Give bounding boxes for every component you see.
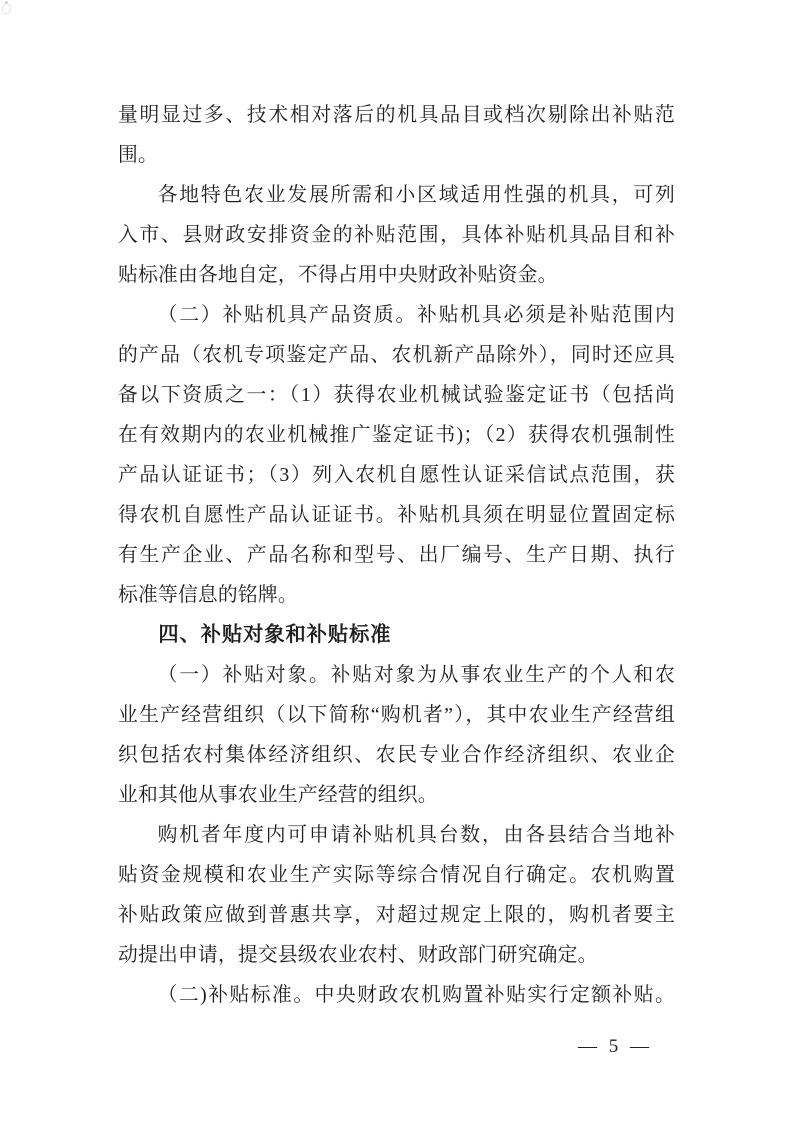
text-line: 购机者年度内可申请补贴机具台数，由各县结合当地补 bbox=[157, 824, 675, 846]
text-line: （一）补贴对象。补贴对象为从事农业生产的个人和农 bbox=[157, 664, 675, 686]
text-line: 入市、县财政安排资金的补贴范围，具体补贴机具品目和补 bbox=[118, 224, 675, 246]
text-block bbox=[118, 95, 675, 1015]
text-line: （二)补贴标准。中央财政农机购置补贴实行定额补贴。 bbox=[157, 984, 675, 1006]
text-line: 产品认证证书；（3）列入农机自愿性认证采信试点范围，获 bbox=[118, 464, 675, 486]
text-line: 动提出申请，提交县级农业农村、财政部门研究确定。 bbox=[118, 944, 598, 966]
section-heading: 四、补贴对象和补贴标准 bbox=[158, 624, 392, 646]
text-line: 的产品（农机专项鉴定产品、农机新产品除外），同时还应具 bbox=[118, 344, 675, 366]
text-line: 业生产经营组织（以下简称“购机者”），其中农业生产经营组 bbox=[118, 704, 675, 726]
text-line: 标准等信息的铭牌。 bbox=[118, 584, 298, 606]
page-number: — 5 — bbox=[578, 1036, 651, 1057]
text-line: 贴标准由各地自定，不得占用中央财政补贴资金。 bbox=[118, 264, 558, 286]
scan-artifact bbox=[2, 3, 11, 14]
text-line: 各地特色农业发展所需和小区域适用性强的机具，可列 bbox=[157, 184, 675, 206]
text-line: 补贴政策应做到普惠共享，对超过规定上限的，购机者要主 bbox=[118, 904, 675, 926]
text-line: 贴资金规模和农业生产实际等综合情况自行确定。农机购置 bbox=[118, 864, 675, 886]
text-line: 织包括农村集体经济组织、农民专业合作经济组织、农业企 bbox=[118, 744, 675, 766]
text-line: 有生产企业、产品名称和型号、出厂编号、生产日期、执行 bbox=[118, 544, 675, 566]
text-line: （二）补贴机具产品资质。补贴机具必须是补贴范围内 bbox=[157, 304, 675, 326]
text-line: 备以下资质之一：（1）获得农业机械试验鉴定证书（包括尚 bbox=[118, 384, 675, 406]
text-line: 围。 bbox=[118, 144, 158, 166]
text-line: 业和其他从事农业生产经营的组织。 bbox=[118, 784, 438, 806]
text-line: 量明显过多、技术相对落后的机具品目或档次剔除出补贴范 bbox=[118, 104, 675, 126]
text-line: 得农机自愿性产品认证证书。补贴机具须在明显位置固定标 bbox=[118, 504, 675, 526]
text-line: 在有效期内的农业机械推广鉴定证书)；（2）获得农机强制性 bbox=[118, 424, 675, 446]
